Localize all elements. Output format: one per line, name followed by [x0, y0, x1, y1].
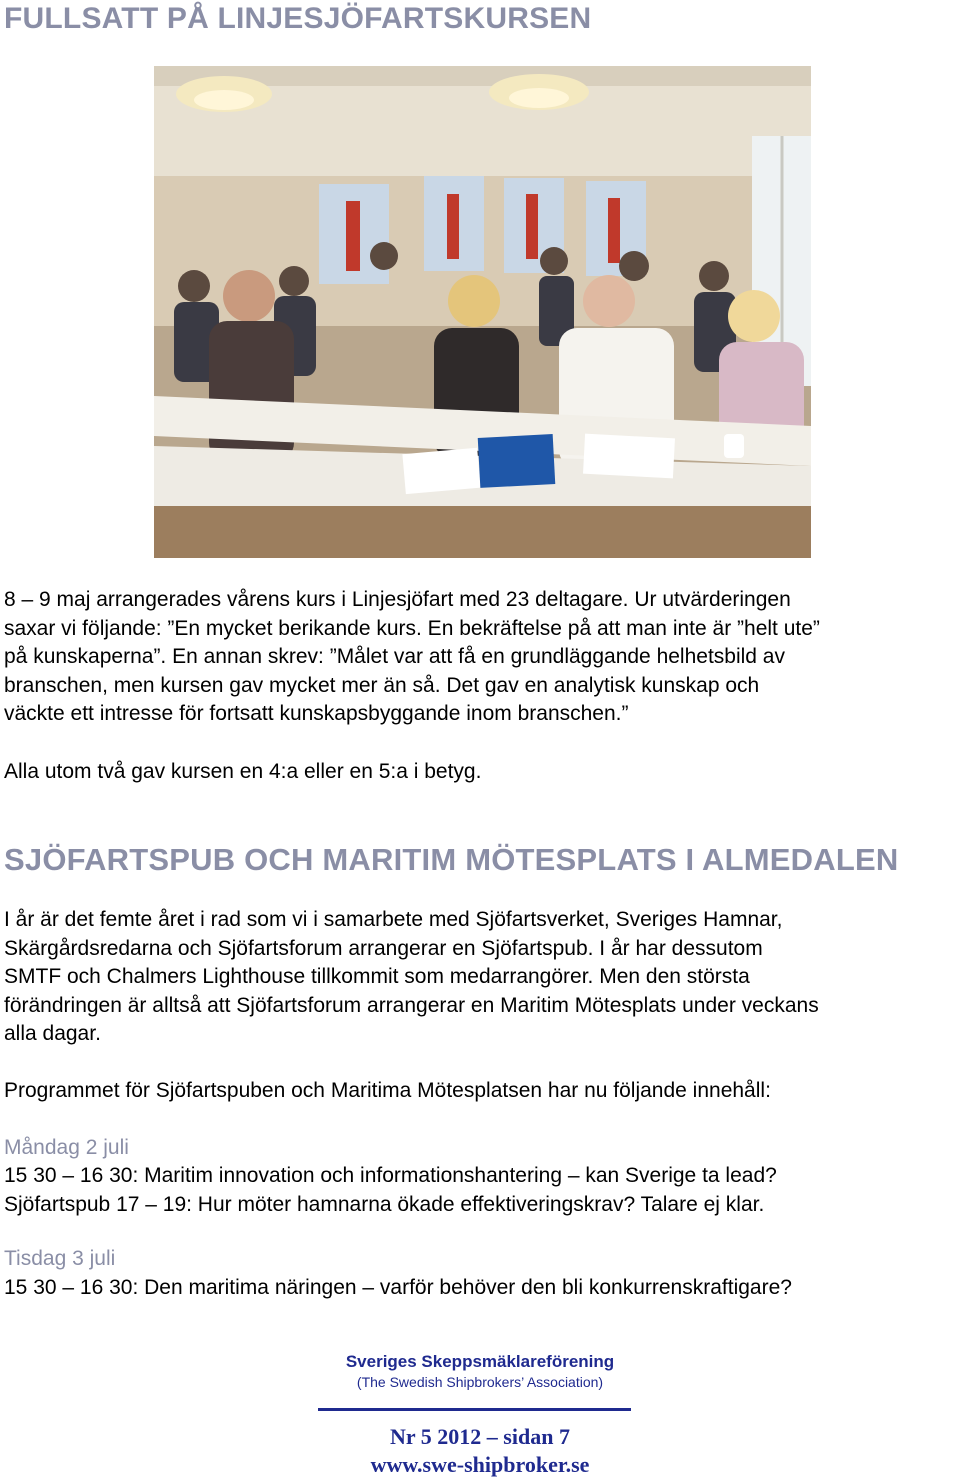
paragraph-line: på kunskaperna”. En annan skrev: ”Målet var att få en grundläggande helhetsbild av — [4, 645, 785, 668]
footer-divider — [318, 1408, 631, 1411]
paragraph-line: 8 – 9 maj arrangerades vårens kurs i Linjesjöfart med 23 deltagare. Ur utvärderingen — [4, 588, 791, 611]
course-rating-text: Alla utom två gav kursen en 4:a eller en 5:a i betyg. — [4, 760, 482, 783]
program-item: 15 30 – 16 30: Maritim innovation och informationshantering – kan Sverige ta lead? — [4, 1164, 777, 1187]
monday-program-list — [4, 1162, 956, 1219]
paragraph-line: väckte ett intresse för fortsatt kunskapsbyggande inom branschen.” — [4, 702, 629, 725]
section-heading-course: FULLSATT PÅ LINJESJÖFARTSKURSEN — [4, 2, 592, 35]
footer-website-link[interactable]: www.swe-shipbroker.se — [370, 1452, 590, 1477]
program-item: Sjöfartspub 17 – 19: Hur möter hamnarna ökade effektiveringskrav? Talare ej klar. — [4, 1192, 765, 1216]
program-intro-text: Programmet för Sjöfartspuben och Maritima Mötesplatsen har nu följande innehåll: — [4, 1079, 771, 1102]
paragraph-line: Skärgårdsredarna och Sjöfartsforum arrangerar en Sjöfartspub. I år har dessutom — [4, 936, 763, 960]
section-heading-almedalen: SJÖFARTSPUB OCH MARITIM MÖTESPLATS I ALMEDALEN — [4, 842, 899, 877]
paragraph-line: alla dagar. — [4, 1022, 101, 1045]
classroom-photo-illustration — [154, 66, 811, 558]
footer-issue-page: Nr 5 2012 – sidan 7 — [390, 1424, 570, 1449]
footer-organization-english: (The Swedish Shipbrokers’ Association) — [356, 1374, 604, 1390]
footer-organization: Sveriges Skeppsmäklareförening — [345, 1352, 615, 1371]
day-heading-tuesday: Tisdag 3 juli — [4, 1247, 116, 1270]
paragraph-line: SMTF och Chalmers Lighthouse tillkommit som medarrangörer. Men den största — [4, 965, 750, 988]
paragraph-line: förändringen är alltså att Sjöfartsforum arrangerar en Maritim Mötesplats under veckans — [4, 993, 819, 1017]
paragraph-line: saxar vi följande: ”En mycket berikande kurs. En bekräftelse på att man inte är ”helt ute” — [4, 616, 820, 640]
course-summary-paragraph — [4, 586, 956, 729]
paragraph-line: I år är det femte året i rad som vi i samarbete med Sjöfartsverket, Sveriges Hamnar, — [4, 908, 783, 931]
almedalen-paragraph — [4, 906, 956, 1049]
paragraph-line: branschen, men kursen gav mycket mer än så. Det gav en analytisk kunskap och — [4, 673, 760, 697]
tuesday-program-list — [4, 1274, 956, 1303]
program-item: 15 30 – 16 30: Den maritima näringen – varför behöver den bli konkurrenskraftigare? — [4, 1276, 792, 1299]
day-heading-monday: Måndag 2 juli — [4, 1136, 129, 1159]
course-participants-photo — [154, 66, 811, 558]
